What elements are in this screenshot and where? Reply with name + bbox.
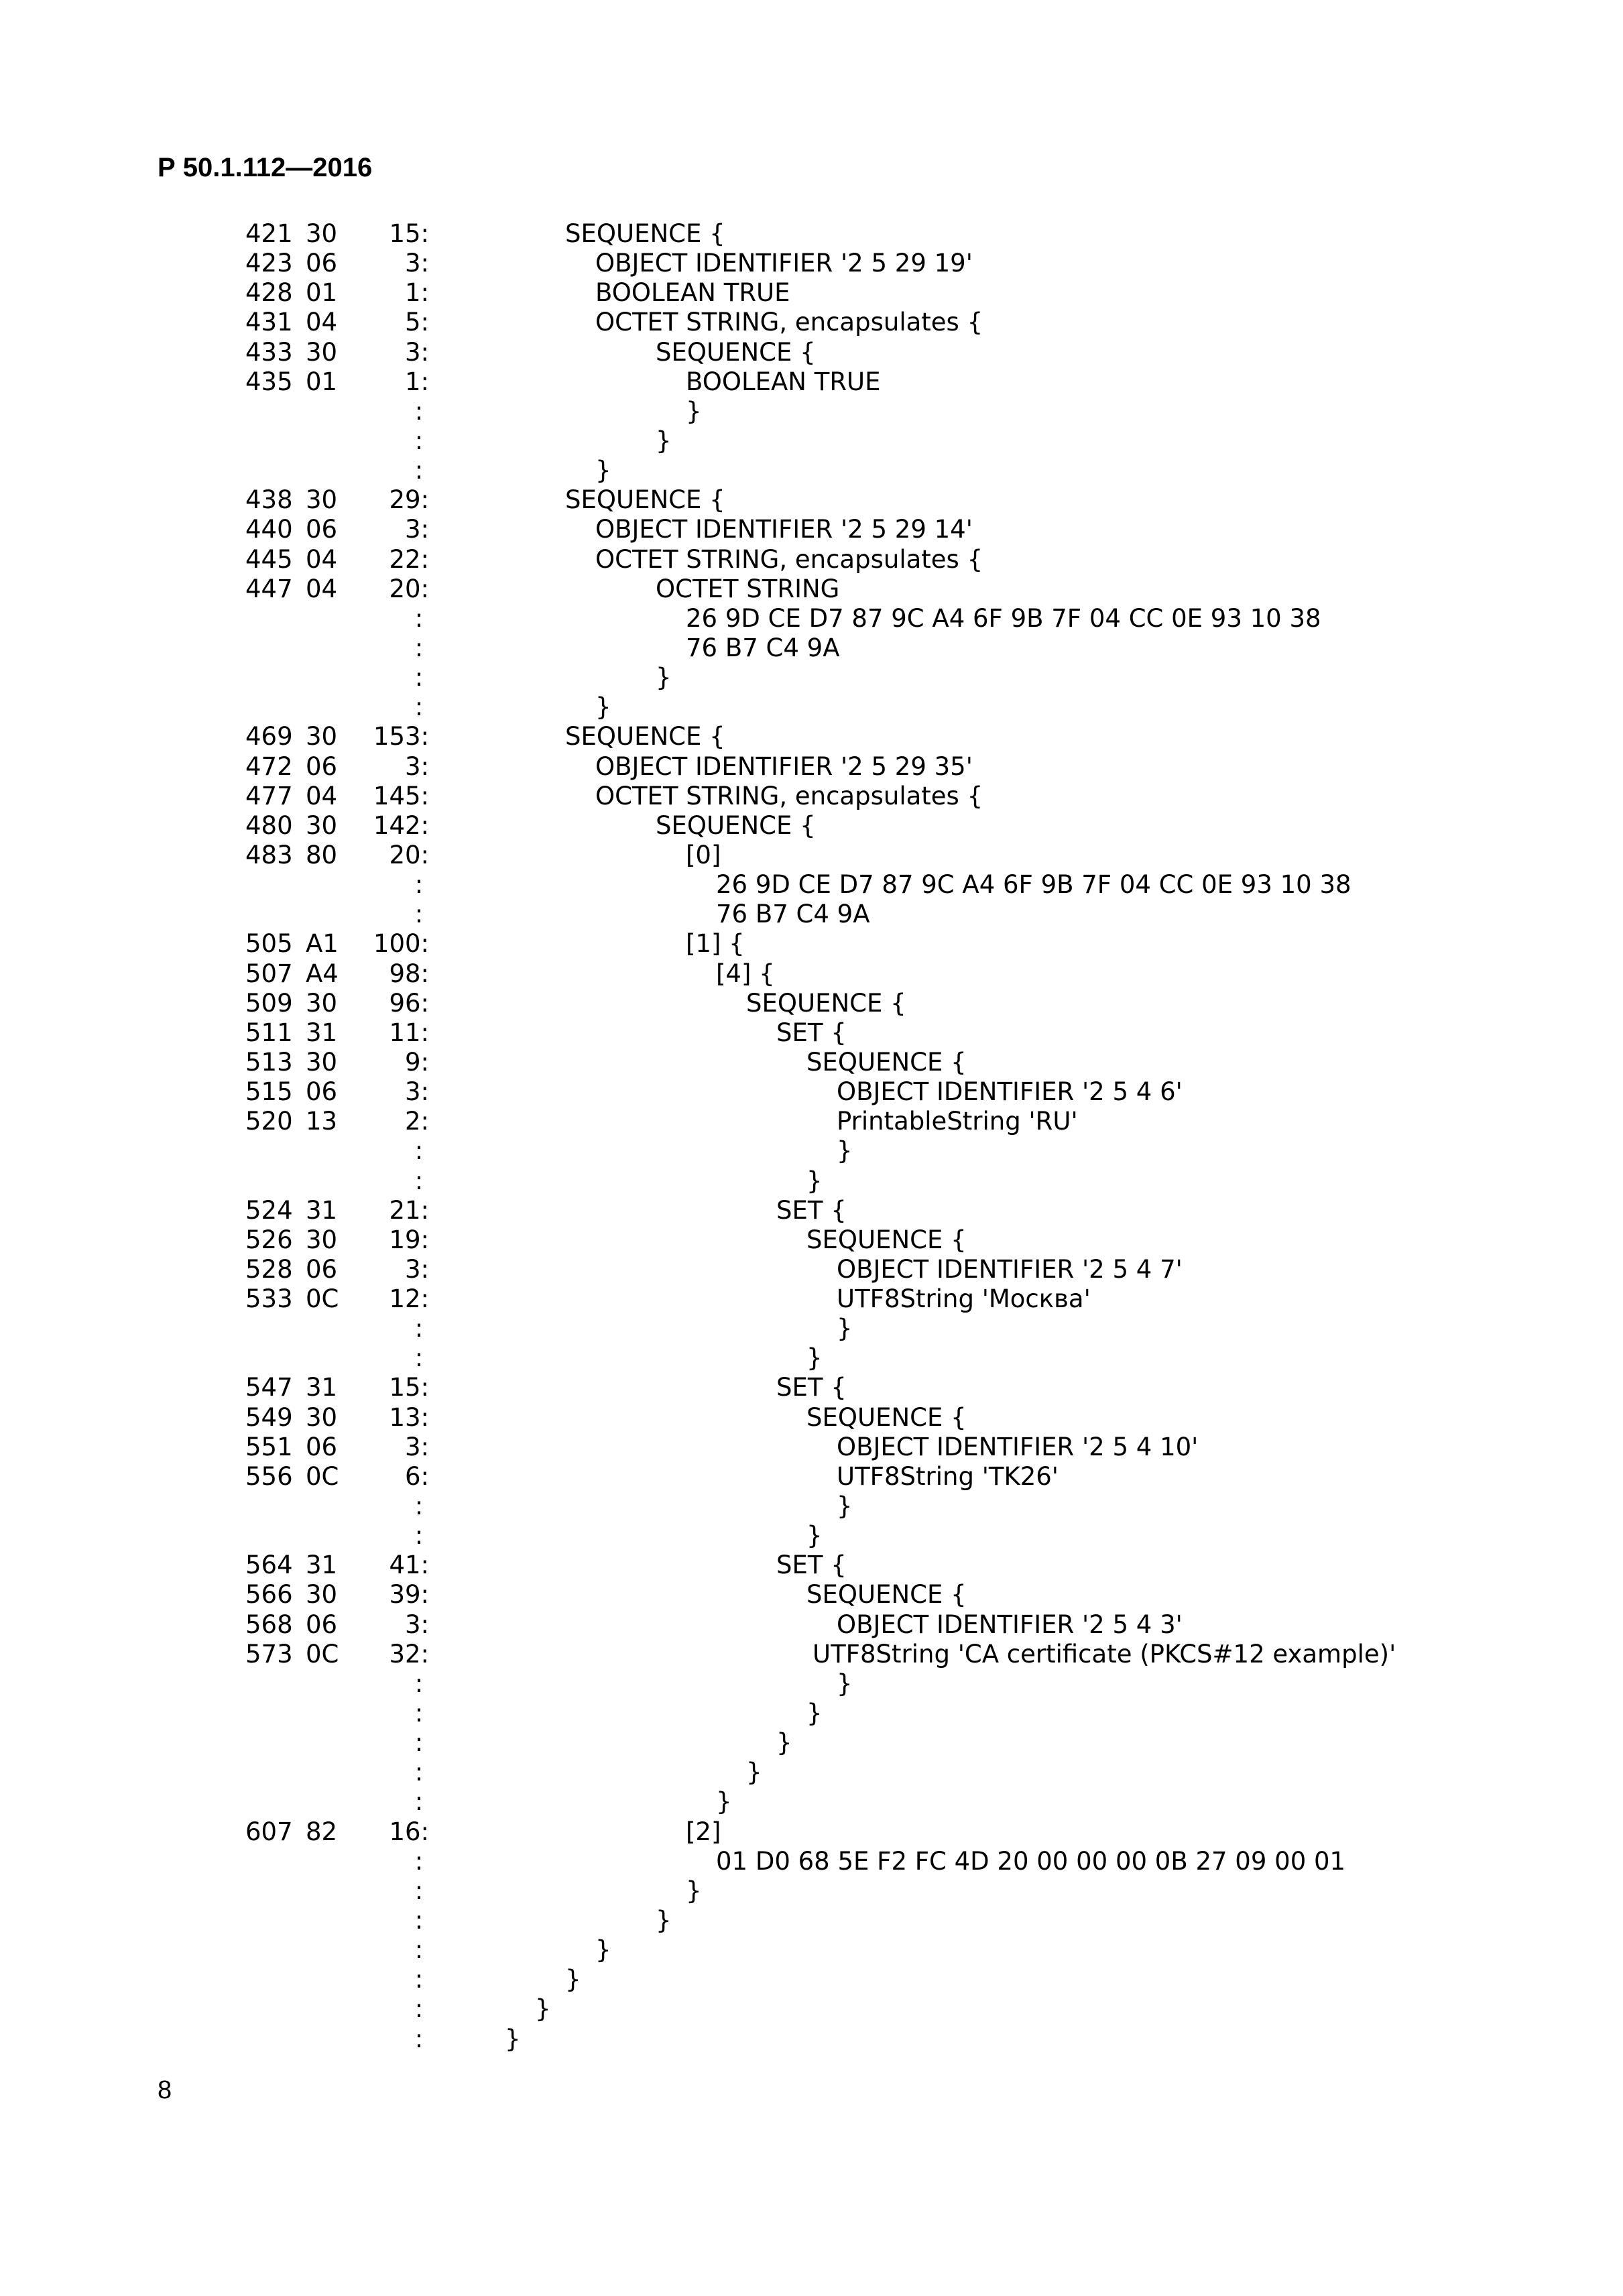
length-field: 2: [404, 1107, 429, 1136]
tag-byte: 31 [306, 1551, 338, 1580]
tag-byte: 06 [306, 1610, 338, 1639]
continuation-marker: : [414, 1314, 424, 1343]
dump-line [0, 1906, 1623, 1935]
dump-line [0, 278, 1623, 308]
asn1-content: OBJECT IDENTIFIER '2 5 4 7' [837, 1254, 1183, 1284]
length-field: 153: [373, 722, 429, 751]
length-field: 3: [404, 1077, 429, 1107]
dump-line [0, 545, 1623, 575]
asn1-content: SEQUENCE { [806, 1402, 967, 1432]
continuation-marker: : [414, 456, 424, 485]
tag-byte: 30 [306, 1047, 338, 1077]
length-field: 142: [373, 810, 429, 840]
byte-offset: 513 [245, 1047, 293, 1077]
tag-byte: 06 [306, 751, 338, 781]
byte-offset: 511 [245, 1018, 293, 1047]
asn1-content: } [656, 426, 672, 455]
tag-byte: 01 [306, 278, 338, 308]
dump-line [0, 1462, 1623, 1492]
asn1-content: } [565, 1965, 581, 1994]
asn1-content: PrintableString 'RU' [837, 1107, 1078, 1136]
asn1-content: UTF8String 'Москва' [837, 1284, 1091, 1314]
dump-line [0, 1492, 1623, 1521]
continuation-marker: : [414, 1166, 424, 1195]
byte-offset: 507 [245, 959, 293, 988]
dump-line [0, 900, 1623, 929]
length-field: 1: [404, 367, 429, 396]
length-field: 39: [389, 1580, 429, 1610]
dump-line [0, 1935, 1623, 1965]
asn1-content: 26 9D CE D7 87 9C A4 6F 9B 7F 04 CC 0E 93 10 38 [686, 603, 1321, 633]
asn1-content: OBJECT IDENTIFIER '2 5 4 10' [837, 1432, 1199, 1461]
asn1-content: } [535, 1994, 551, 2024]
length-field: 3: [404, 1432, 429, 1461]
dump-line [0, 1077, 1623, 1107]
byte-offset: 421 [245, 219, 293, 248]
dump-line [0, 1817, 1623, 1847]
asn1-content: SET { [776, 1018, 847, 1047]
tag-byte: 0C [306, 1284, 339, 1314]
tag-byte: 30 [306, 1580, 338, 1610]
length-field: 6: [404, 1461, 429, 1491]
page-number: 8 [158, 2076, 172, 2104]
tag-byte: 04 [306, 574, 338, 603]
dump-line [0, 1580, 1623, 1610]
length-field: 15: [389, 219, 429, 248]
continuation-marker: : [414, 1994, 424, 2024]
asn1-content: SEQUENCE { [565, 722, 725, 751]
dump-line [0, 1876, 1623, 1906]
tag-byte: 04 [306, 781, 338, 810]
asn1-content: SET { [776, 1373, 847, 1402]
byte-offset: 431 [245, 308, 293, 337]
tag-byte: 04 [306, 544, 338, 574]
asn1-content: 76 B7 C4 9A [686, 633, 840, 662]
asn1-content: OCTET STRING, encapsulates { [595, 544, 983, 574]
continuation-marker: : [414, 1935, 424, 1965]
tag-byte: 30 [306, 722, 338, 751]
continuation-marker: : [414, 1669, 424, 1698]
dump-line [0, 367, 1623, 397]
continuation-marker: : [414, 1787, 424, 1817]
asn1-content: 01 D0 68 5E F2 FC 4D 20 00 00 00 0B 27 09 00 01 [716, 1846, 1346, 1876]
length-field: 5: [404, 308, 429, 337]
dump-line [0, 1136, 1623, 1166]
dump-line [0, 870, 1623, 900]
length-field: 13: [389, 1402, 429, 1432]
asn1-content: OBJECT IDENTIFIER '2 5 4 6' [837, 1077, 1183, 1107]
length-field: 41: [389, 1551, 429, 1580]
dump-line [0, 249, 1623, 278]
dump-line [0, 1787, 1623, 1817]
continuation-marker: : [414, 1758, 424, 1787]
byte-offset: 573 [245, 1639, 293, 1669]
byte-offset: 435 [245, 367, 293, 396]
dump-line [0, 1284, 1623, 1314]
continuation-marker: : [414, 663, 424, 692]
asn1-content: [1] { [686, 929, 745, 959]
asn1-content: OCTET STRING, encapsulates { [595, 308, 983, 337]
dump-line [0, 1018, 1623, 1048]
tag-byte: A4 [306, 959, 339, 988]
dump-line [0, 1847, 1623, 1876]
dump-line [0, 1433, 1623, 1462]
asn1-content: SEQUENCE { [806, 1225, 967, 1254]
byte-offset: 547 [245, 1373, 293, 1402]
tag-byte: 06 [306, 1254, 338, 1284]
dump-line [0, 633, 1623, 663]
continuation-marker: : [414, 870, 424, 900]
dump-line [0, 1255, 1623, 1284]
asn1-content: OBJECT IDENTIFIER '2 5 4 3' [837, 1610, 1183, 1639]
asn1-content: SET { [776, 1195, 847, 1225]
length-field: 22: [389, 544, 429, 574]
asn1-content: } [595, 456, 611, 485]
dump-line [0, 1994, 1623, 2024]
continuation-marker: : [414, 1343, 424, 1373]
continuation-marker: : [414, 1699, 424, 1728]
length-field: 98: [389, 959, 429, 988]
tag-byte: 30 [306, 485, 338, 515]
asn1-content: OBJECT IDENTIFIER '2 5 29 19' [595, 249, 973, 278]
dump-line [0, 1521, 1623, 1551]
dump-line [0, 2025, 1623, 2054]
asn1-content: } [837, 1492, 853, 1521]
asn1-content: } [595, 692, 611, 722]
dump-line [0, 929, 1623, 959]
byte-offset: 483 [245, 840, 293, 869]
asn1-content: [4] { [716, 959, 775, 988]
byte-offset: 526 [245, 1225, 293, 1254]
tag-byte: 31 [306, 1018, 338, 1047]
asn1-content: UTF8String 'TK26' [837, 1461, 1059, 1491]
length-field: 20: [389, 840, 429, 869]
continuation-marker: : [414, 900, 424, 929]
byte-offset: 469 [245, 722, 293, 751]
asn1-content: SEQUENCE { [656, 337, 816, 367]
asn1-content: } [656, 1906, 672, 1935]
byte-offset: 480 [245, 810, 293, 840]
asn1-content: BOOLEAN TRUE [595, 278, 790, 308]
dump-line [0, 1728, 1623, 1758]
dump-line [0, 782, 1623, 811]
dump-line [0, 1758, 1623, 1787]
asn1-content: } [776, 1728, 792, 1758]
asn1-content: 26 9D CE D7 87 9C A4 6F 9B 7F 04 CC 0E 93 10 38 [716, 870, 1351, 900]
dump-line [0, 811, 1623, 841]
length-field: 3: [404, 751, 429, 781]
length-field: 20: [389, 574, 429, 603]
asn1-content: } [837, 1669, 853, 1698]
dump-line [0, 1965, 1623, 1994]
byte-offset: 433 [245, 337, 293, 367]
dump-line [0, 722, 1623, 751]
byte-offset: 556 [245, 1461, 293, 1491]
byte-offset: 568 [245, 1610, 293, 1639]
asn1-content: } [837, 1314, 853, 1343]
length-field: 19: [389, 1225, 429, 1254]
dump-line [0, 397, 1623, 426]
asn1-content: OCTET STRING, encapsulates { [595, 781, 983, 810]
dump-line [0, 752, 1623, 782]
dump-line [0, 219, 1623, 249]
length-field: 3: [404, 1254, 429, 1284]
asn1-content: } [716, 1787, 732, 1817]
asn1-content: } [686, 1876, 702, 1905]
asn1-content: SEQUENCE { [656, 810, 816, 840]
dump-line [0, 1343, 1623, 1373]
continuation-marker: : [414, 692, 424, 722]
asn1-content: OCTET STRING [656, 574, 840, 603]
byte-offset: 472 [245, 751, 293, 781]
byte-offset: 551 [245, 1432, 293, 1461]
asn1-content: [0] [686, 840, 721, 869]
byte-offset: 566 [245, 1580, 293, 1610]
tag-byte: 06 [306, 249, 338, 278]
dump-line [0, 308, 1623, 337]
asn1-content: OBJECT IDENTIFIER '2 5 29 14' [595, 515, 973, 544]
asn1-content: [2] [686, 1817, 721, 1846]
byte-offset: 533 [245, 1284, 293, 1314]
byte-offset: 423 [245, 249, 293, 278]
dump-line [0, 1225, 1623, 1255]
dump-line [0, 692, 1623, 722]
asn1-content: } [656, 663, 672, 692]
length-field: 3: [404, 1610, 429, 1639]
asn1-content: SEQUENCE { [806, 1580, 967, 1610]
dump-line [0, 1699, 1623, 1728]
tag-byte: 82 [306, 1817, 338, 1846]
continuation-marker: : [414, 1846, 424, 1876]
continuation-marker: : [414, 1136, 424, 1166]
byte-offset: 515 [245, 1077, 293, 1107]
tag-byte: 06 [306, 515, 338, 544]
length-field: 3: [404, 337, 429, 367]
length-field: 15: [389, 1373, 429, 1402]
dump-line [0, 338, 1623, 367]
length-field: 32: [389, 1639, 429, 1669]
asn1-content: UTF8String 'CA certificate (PKCS#12 example)' [813, 1639, 1396, 1669]
continuation-marker: : [414, 603, 424, 633]
byte-offset: 549 [245, 1402, 293, 1432]
tag-byte: 31 [306, 1373, 338, 1402]
asn1-content: SEQUENCE { [806, 1047, 967, 1077]
dump-line [0, 426, 1623, 456]
tag-byte: 06 [306, 1077, 338, 1107]
asn1-content: SEQUENCE { [565, 485, 725, 515]
tag-byte: 30 [306, 988, 338, 1018]
tag-byte: A1 [306, 929, 339, 959]
byte-offset: 528 [245, 1254, 293, 1284]
length-field: 100: [373, 929, 429, 959]
dump-line [0, 1107, 1623, 1136]
tag-byte: 30 [306, 337, 338, 367]
asn1-content: OBJECT IDENTIFIER '2 5 29 35' [595, 751, 973, 781]
continuation-marker: : [414, 1876, 424, 1905]
asn1-content: 76 B7 C4 9A [716, 900, 870, 929]
dump-line [0, 456, 1623, 485]
dump-line [0, 663, 1623, 692]
length-field: 21: [389, 1195, 429, 1225]
asn1-content: } [806, 1166, 823, 1195]
asn1-content: } [746, 1758, 762, 1787]
asn1-content: } [505, 2024, 521, 2053]
dump-line [0, 1196, 1623, 1225]
continuation-marker: : [414, 1728, 424, 1758]
length-field: 16: [389, 1817, 429, 1846]
tag-byte: 0C [306, 1461, 339, 1491]
continuation-marker: : [414, 426, 424, 455]
byte-offset: 477 [245, 781, 293, 810]
asn1-dump-listing [0, 219, 1623, 2054]
dump-line [0, 1669, 1623, 1699]
byte-offset: 438 [245, 485, 293, 515]
length-field: 11: [389, 1018, 429, 1047]
continuation-marker: : [414, 396, 424, 426]
length-field: 145: [373, 781, 429, 810]
asn1-content: } [837, 1136, 853, 1166]
dump-line [0, 959, 1623, 989]
asn1-content: BOOLEAN TRUE [686, 367, 881, 396]
length-field: 96: [389, 988, 429, 1018]
byte-offset: 447 [245, 574, 293, 603]
tag-byte: 0C [306, 1639, 339, 1669]
byte-offset: 607 [245, 1817, 293, 1846]
dump-line [0, 515, 1623, 544]
byte-offset: 445 [245, 544, 293, 574]
byte-offset: 564 [245, 1551, 293, 1580]
length-field: 1: [404, 278, 429, 308]
continuation-marker: : [414, 1965, 424, 1994]
length-field: 3: [404, 249, 429, 278]
byte-offset: 520 [245, 1107, 293, 1136]
byte-offset: 505 [245, 929, 293, 959]
byte-offset: 440 [245, 515, 293, 544]
asn1-content: } [686, 396, 702, 426]
continuation-marker: : [414, 633, 424, 662]
dump-line [0, 1610, 1623, 1640]
asn1-content: } [806, 1521, 823, 1551]
dump-line [0, 1403, 1623, 1433]
byte-offset: 509 [245, 988, 293, 1018]
document-header: Р 50.1.112—2016 [158, 153, 373, 182]
dump-line [0, 604, 1623, 633]
length-field: 29: [389, 485, 429, 515]
asn1-content: SEQUENCE { [746, 988, 906, 1018]
asn1-content: } [806, 1343, 823, 1373]
asn1-content: SEQUENCE { [565, 219, 725, 248]
tag-byte: 30 [306, 1402, 338, 1432]
tag-byte: 31 [306, 1195, 338, 1225]
continuation-marker: : [414, 2024, 424, 2053]
byte-offset: 524 [245, 1195, 293, 1225]
dump-line [0, 1640, 1623, 1669]
continuation-marker: : [414, 1906, 424, 1935]
tag-byte: 06 [306, 1432, 338, 1461]
tag-byte: 04 [306, 308, 338, 337]
continuation-marker: : [414, 1492, 424, 1521]
tag-byte: 30 [306, 1225, 338, 1254]
dump-line [0, 485, 1623, 515]
dump-line [0, 575, 1623, 604]
byte-offset: 428 [245, 278, 293, 308]
length-field: 3: [404, 515, 429, 544]
dump-line [0, 1314, 1623, 1343]
dump-line [0, 1373, 1623, 1402]
asn1-content: SET { [776, 1551, 847, 1580]
length-field: 9: [404, 1047, 429, 1077]
dump-line [0, 1551, 1623, 1580]
length-field: 12: [389, 1284, 429, 1314]
tag-byte: 01 [306, 367, 338, 396]
asn1-content: } [595, 1935, 611, 1965]
dump-line [0, 989, 1623, 1018]
dump-line [0, 841, 1623, 870]
dump-line [0, 1048, 1623, 1077]
asn1-content: } [806, 1699, 823, 1728]
continuation-marker: : [414, 1521, 424, 1551]
dump-line [0, 1166, 1623, 1196]
tag-byte: 30 [306, 810, 338, 840]
tag-byte: 30 [306, 219, 338, 248]
tag-byte: 80 [306, 840, 338, 869]
tag-byte: 13 [306, 1107, 338, 1136]
